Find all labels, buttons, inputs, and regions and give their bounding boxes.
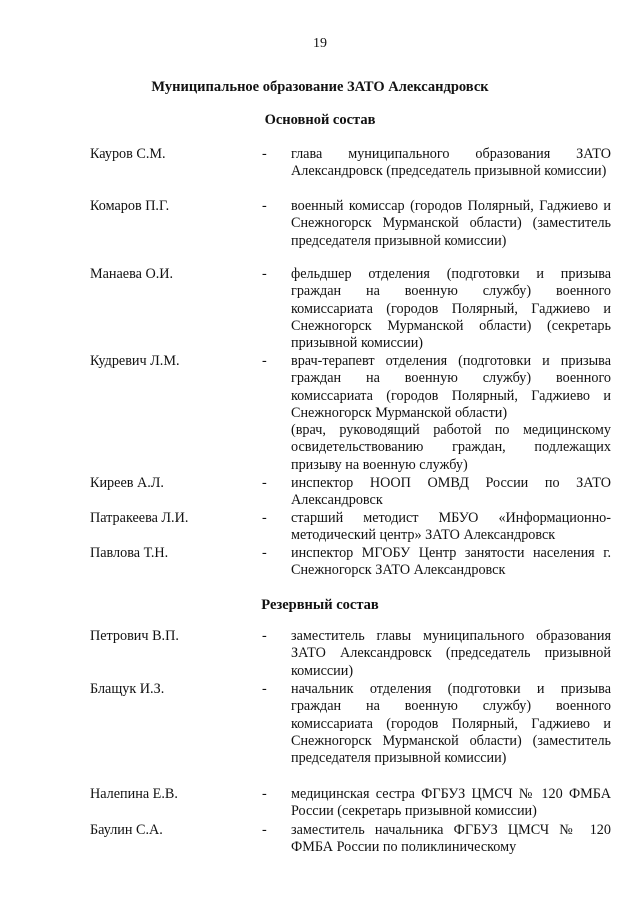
member-name: Патракеева Л.И. [90,510,189,526]
member-dash: - [262,545,267,561]
member-dash: - [262,681,267,697]
member-dash: - [262,510,267,526]
member-role: начальник отделения (подготовки и призыва граждан на военную службу) военного комиссариата (городов Полярный, Гаджиево и Снежногорск Мурманской области) (заместитель председателя призывной комиссии) [291,681,611,767]
member-role: военный комиссар (городов Полярный, Гаджиево и Снежногорск Мурманской области) (заместитель председателя призывной комиссии) [291,198,611,249]
member-role: инспектор НООП ОМВД России по ЗАТО Александровск [291,475,611,509]
member-role: заместитель начальника ФГБУЗ ЦМСЧ № 120 ФМБА России по поликлиническому [291,822,611,856]
page-number: 19 [313,36,327,51]
member-name: Петрович В.П. [90,628,179,644]
member-name: Блащук И.З. [90,681,165,697]
member-dash: - [262,266,267,282]
member-role: глава муниципального образования ЗАТО Александровск (председатель призывной комиссии) [291,146,611,180]
main-section-heading: Основной состав [264,112,376,128]
member-dash: - [262,475,267,491]
member-role: старший методист МБУО «Информационно-методический центр» ЗАТО Александровск [291,510,611,544]
member-role: заместитель главы муниципального образования ЗАТО Александровск (председатель призывной комиссии) [291,628,611,679]
member-role: инспектор МГОБУ Центр занятости населения г. Снежногорск ЗАТО Александровск [291,545,611,579]
member-role: медицинская сестра ФГБУЗ ЦМСЧ № 120 ФМБА России (секретарь призывной комиссии) [291,786,611,820]
member-dash: - [262,198,267,214]
reserve-section-heading: Резервный состав [261,597,379,613]
member-name: Павлова Т.Н. [90,545,169,561]
member-role [291,353,611,474]
member-name: Манаева О.И. [90,266,174,282]
member-name: Кудревич Л.М. [90,353,180,369]
member-role-extra: (врач, руководящий работой по медицинскому освидетельствованию граждан, подлежащих призыву на военную службу) [291,422,611,473]
member-dash: - [262,353,267,369]
document-title: Муниципальное образование ЗАТО Александровск [151,79,489,95]
member-dash: - [262,786,267,802]
member-role-text: врач-терапевт отделения (подготовки и призыва граждан на военную службу) военного комиссариата (городов Полярный, Гаджиево и Снежногорск Мурманской области) [291,353,611,421]
member-name: Комаров П.Г. [90,198,170,214]
member-dash: - [262,628,267,644]
member-name: Киреев А.Л. [90,475,164,491]
member-name: Баулин С.А. [90,822,163,838]
member-dash: - [262,146,267,162]
member-role: фельдшер отделения (подготовки и призыва граждан на военную службу) военного комиссариата (городов Полярный, Гаджиево и Снежногорск Мурманской области) (секретарь призывной комиссии) [291,266,611,352]
member-name: Кауров С.М. [90,146,166,162]
member-name: Налепина Е.В. [90,786,178,802]
member-dash: - [262,822,267,838]
